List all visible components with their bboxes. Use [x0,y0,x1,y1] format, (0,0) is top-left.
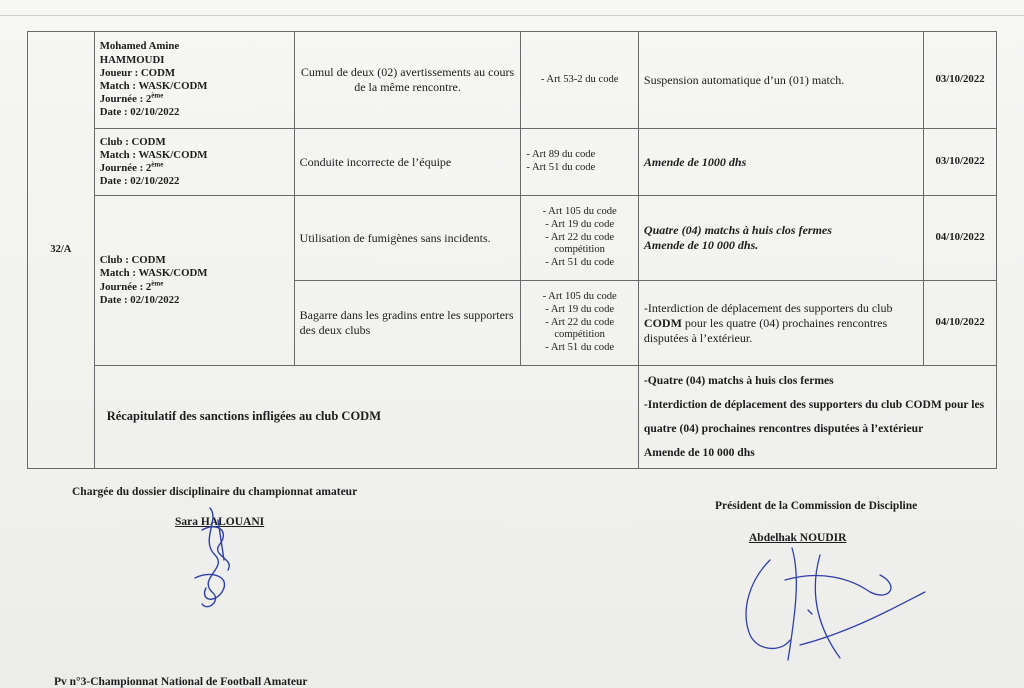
right-signatory-title: Président de la Commission de Discipline [715,500,918,512]
motif-cell: Utilisation de fumigènes sans incidents. [294,196,521,281]
recap-content: -Quatre (04) matchs à huis clos fermes -Interdiction de déplacement des supporters du club CODM pour les quatre (04) prochaines rencontres disputées à l’extérieur Amende de 10 000 dhs [638,366,996,469]
party-cell: Club : CODM Match : WASK/CODM Journée : 2ème Date : 02/10/2022 [94,196,294,366]
motif-cell: Bagarre dans les gradins entre les supporters des deux clubs [294,281,521,366]
articles-cell: - Art 53-2 du code [521,32,639,129]
right-signatory-name: Abdelhak NOUDIR [749,532,847,544]
recap-row [28,366,997,469]
motif-cell: Conduite incorrecte de l’équipe [294,129,521,196]
articles-cell: - Art 105 du code - Art 19 du code - Art 22 du code compétition - Art 51 du code [521,196,639,281]
party-cell: Club : CODM Match : WASK/CODM Journée : 2ème Date : 02/10/2022 [94,129,294,196]
decision-date: 04/10/2022 [924,281,997,366]
sanction-cell: -Interdiction de déplacement des supporters du club CODM pour les quatre (04) prochaines rencontres disputées à l’extérieur. [638,281,923,366]
decision-date: 04/10/2022 [924,196,997,281]
footer-reference: Pv n°3-Championnat National de Football Amateur [54,676,308,688]
party-cell: Mohamed Amine HAMMOUDI Joueur : CODM Match : WASK/CODM Journée : 2ème Date : 02/10/2022 [94,32,294,129]
right-signature-scribble [730,540,940,670]
left-signatory-title: Chargée du dossier disciplinaire du championnat amateur [72,486,358,498]
sanctions-table [27,31,997,469]
motif-cell: Cumul de deux (02) avertissements au cours de la même rencontre. [294,32,521,129]
sanction-cell: Suspension automatique d’un (01) match. [638,32,923,129]
table-row [28,32,997,129]
table-row [28,129,997,196]
table-row [28,196,997,281]
sanction-cell: Amende de 1000 dhs [638,129,923,196]
recap-label: Récapitulatif des sanctions infligées au club CODM [94,366,638,469]
decision-date: 03/10/2022 [924,129,997,196]
decision-date: 03/10/2022 [924,32,997,129]
articles-cell: - Art 89 du code - Art 51 du code [521,129,639,196]
case-number: 32/A [28,32,95,469]
left-signatory-name: Sara HALOUANI [175,516,265,528]
left-signature-scribble [180,500,260,620]
divider [0,15,1024,16]
articles-cell: - Art 105 du code - Art 19 du code - Art 22 du code compétition - Art 51 du code [521,281,639,366]
sanction-cell: Quatre (04) matchs à huis clos fermes Amende de 10 000 dhs. [638,196,923,281]
